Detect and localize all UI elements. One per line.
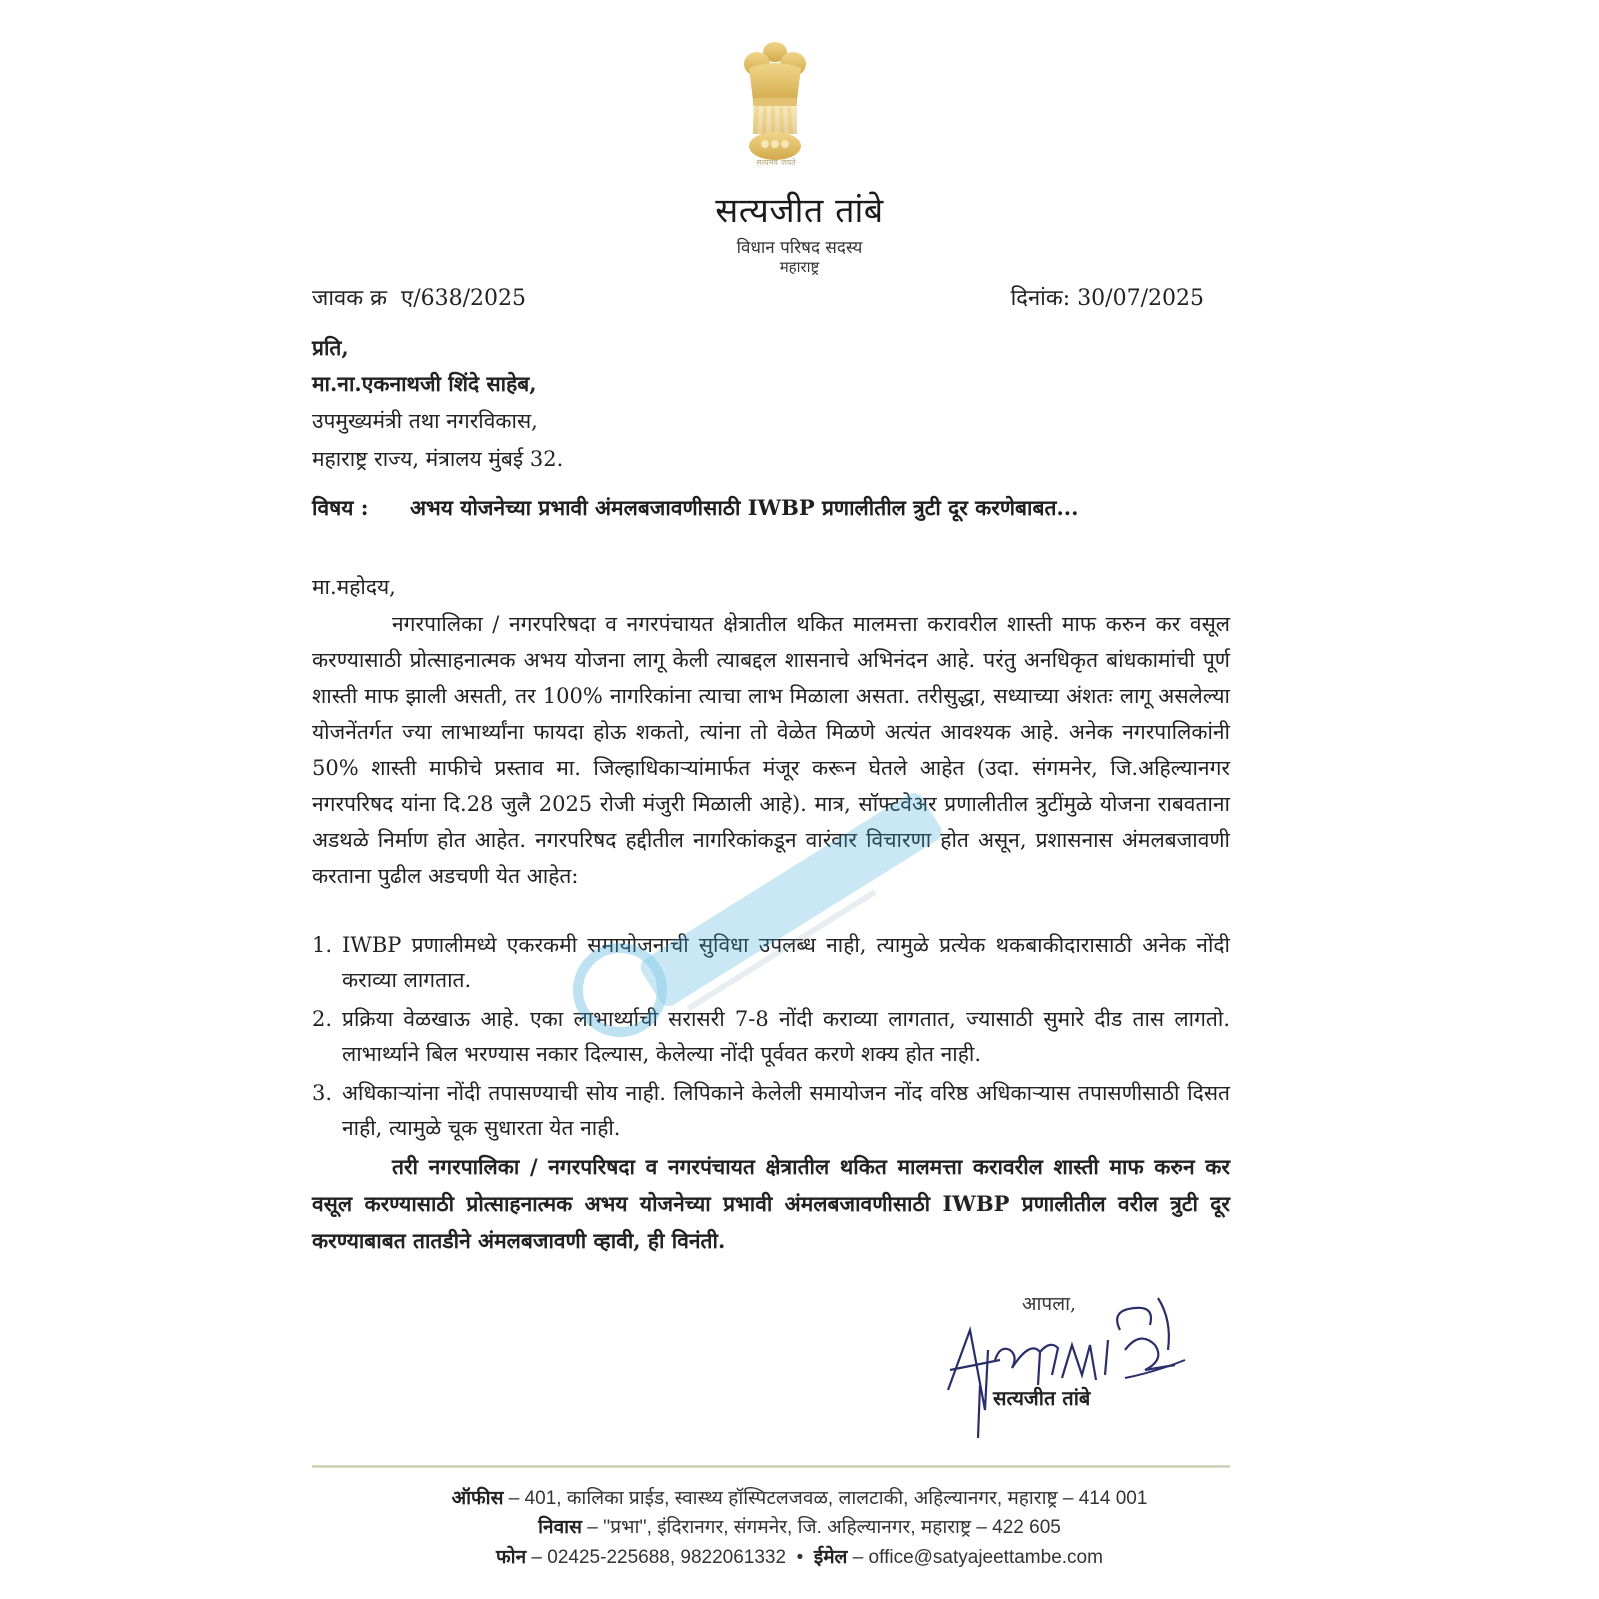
letterhead-state: महाराष्ट्र bbox=[779, 258, 820, 276]
reference-label: जावक क्र bbox=[312, 286, 388, 311]
subject-label: विषय : bbox=[312, 495, 369, 520]
phone-numbers: – 02425-225688, 9822061332 bbox=[526, 1547, 787, 1568]
date-label: दिनांक: bbox=[1010, 286, 1071, 311]
salutation: मा.महोदय, bbox=[312, 575, 396, 599]
recipient-designation: उपमुख्यमंत्री तथा नगरविकास, bbox=[312, 409, 538, 433]
footer-office-address bbox=[0, 1484, 1599, 1510]
letterhead-designation: विधान परिषद सदस्य bbox=[736, 238, 863, 258]
issue-item bbox=[312, 928, 1230, 998]
emblem-motto: सत्यमेव जयते bbox=[756, 158, 796, 167]
recipient-address: महाराष्ट्र राज्य, मंत्रालय मुंबई 32. bbox=[312, 447, 564, 471]
valediction: आपला, bbox=[1022, 1293, 1077, 1315]
office-label: ऑफीस bbox=[451, 1488, 504, 1509]
email-label: ईमेल bbox=[813, 1547, 848, 1568]
subject-text: अभय योजनेच्या प्रभावी अंमलबजावणीसाठी IWBP प्रणालीतील त्रुटी दूर करणेबाबत... bbox=[410, 495, 1079, 520]
signer-name: सत्यजीत तांबे bbox=[993, 1386, 1091, 1410]
letterhead-name: सत्यजीत तांबे bbox=[715, 191, 884, 231]
residence-address: – ''प्रभा'', इंदिरानगर, संगमनेर, जि. अहिल्यानगर, महाराष्ट्र – 422 605 bbox=[581, 1517, 1061, 1538]
office-address: – 401, कालिका प्राईड, स्वास्थ्य हॉस्पिटलजवळ, लालटाकी, अहिल्यानगर, महाराष्ट्र – 414 001 bbox=[503, 1488, 1148, 1509]
reference-number bbox=[312, 282, 526, 312]
issue-number: 1. bbox=[312, 933, 333, 957]
recipient-prefix: प्रति, bbox=[312, 335, 349, 360]
issues-list bbox=[312, 928, 1230, 1150]
reference-value: ए/638/2025 bbox=[401, 286, 527, 311]
body-paragraph-1: नगरपालिका / नगरपरिषदा व नगरपंचायत क्षेत्रातील थकित मालमत्ता करावरील शास्ती माफ करुन कर वसूल करण्यासाठी प्रोत्साहनात्मक अभय योजना लागू केली त्याबद्दल शासनाचे अभिनंदन आहे. परंतु अनधिकृत बांधकामांची पूर्ण शास्ती माफ झाली असती, तर 100% नागरिकांना त्याचा लाभ मिळाला असता. तरीसुद्धा, सध्याच्या अंशतः लागू असलेल्या योजनेंतर्गत ज्या लाभार्थ्यांना फायदा होऊ शकतो, त्यांना तो वेळेत मिळणे अत्यंत आवश्यक आहे. अनेक नगरपालिकांनी 50% शास्ती माफीचे प्रस्ताव मा. जिल्हाधिकाऱ्यांमार्फत मंजूर करून घेतले आहेत (उदा. संगमनेर, जि.अहिल्यानगर नगरपरिषद यांना दि.28 जुलै 2025 रोजी मंजुरी मिळाली आहे). मात्र, सॉफ्टवेअर प्रणालीतील त्रुटींमुळे योजना राबवताना अडथळे निर्माण होत आहेत. नगरपरिषद हद्दीतील नागरिकांकडून वारंवार विचारणा होत असून, प्रशासनास अंमलबजावणी करताना पुढील अडचणी येत आहेत: bbox=[312, 612, 1230, 888]
issue-number: 2. bbox=[312, 1007, 333, 1031]
letter-date bbox=[1011, 282, 1204, 312]
bullet-separator: • bbox=[786, 1547, 814, 1568]
footer-divider bbox=[312, 1465, 1230, 1468]
email-address[interactable]: – office@satyajeettambe.com bbox=[847, 1547, 1103, 1568]
issue-item bbox=[312, 1076, 1230, 1146]
issue-text: प्रक्रिया वेळखाऊ आहे. एका लाभार्थ्याची सरासरी 7-8 नोंदी कराव्या लागतात, ज्यासाठी सुमारे दीड तास लागतो. लाभार्थ्याने बिल भरण्यास नकार दिल्यास, केलेल्या नोंदी पूर्ववत करणे शक्य होत नाही. bbox=[342, 1007, 1230, 1066]
national-emblem-icon bbox=[735, 38, 815, 168]
issue-text: IWBP प्रणालीमध्ये एकरकमी समायोजनाची सुविधा उपलब्ध नाही, त्यामुळे प्रत्येक थकबाकीदारासाठी अनेक नोंदी कराव्या लागतात. bbox=[342, 933, 1230, 992]
footer-residence-address bbox=[0, 1513, 1599, 1539]
signature-icon bbox=[940, 1290, 1190, 1440]
phone-label: फोन bbox=[496, 1547, 527, 1568]
issue-number: 3. bbox=[312, 1081, 333, 1105]
date-value: 30/07/2025 bbox=[1077, 286, 1204, 311]
footer-contact bbox=[0, 1543, 1599, 1569]
issue-text: अधिकाऱ्यांना नोंदी तपासण्याची सोय नाही. लिपिकाने केलेली समायोजन नोंद वरिष्ठ अधिकाऱ्यास तपासणीसाठी दिसत नाही, त्यामुळे चूक सुधारता येत नाही. bbox=[342, 1081, 1230, 1140]
residence-label: निवास bbox=[538, 1517, 582, 1538]
recipient-name: मा.ना.एकनाथजी शिंदे साहेब, bbox=[312, 371, 537, 396]
issue-item bbox=[312, 1002, 1230, 1072]
subject-line bbox=[312, 490, 1230, 526]
body-paragraph-request: तरी नगरपालिका / नगरपरिषदा व नगरपंचायत क्षेत्रातील थकित मालमत्ता करावरील शास्ती माफ करुन कर वसूल करण्यासाठी प्रोत्साहनात्मक अभय योजनेच्या प्रभावी अंमलबजावणीसाठी IWBP प्रणालीतील वरील त्रुटी दूर करण्याबाबत तातडीने अंमलबजावणी व्हावी, ही विनंती. bbox=[312, 1154, 1230, 1253]
